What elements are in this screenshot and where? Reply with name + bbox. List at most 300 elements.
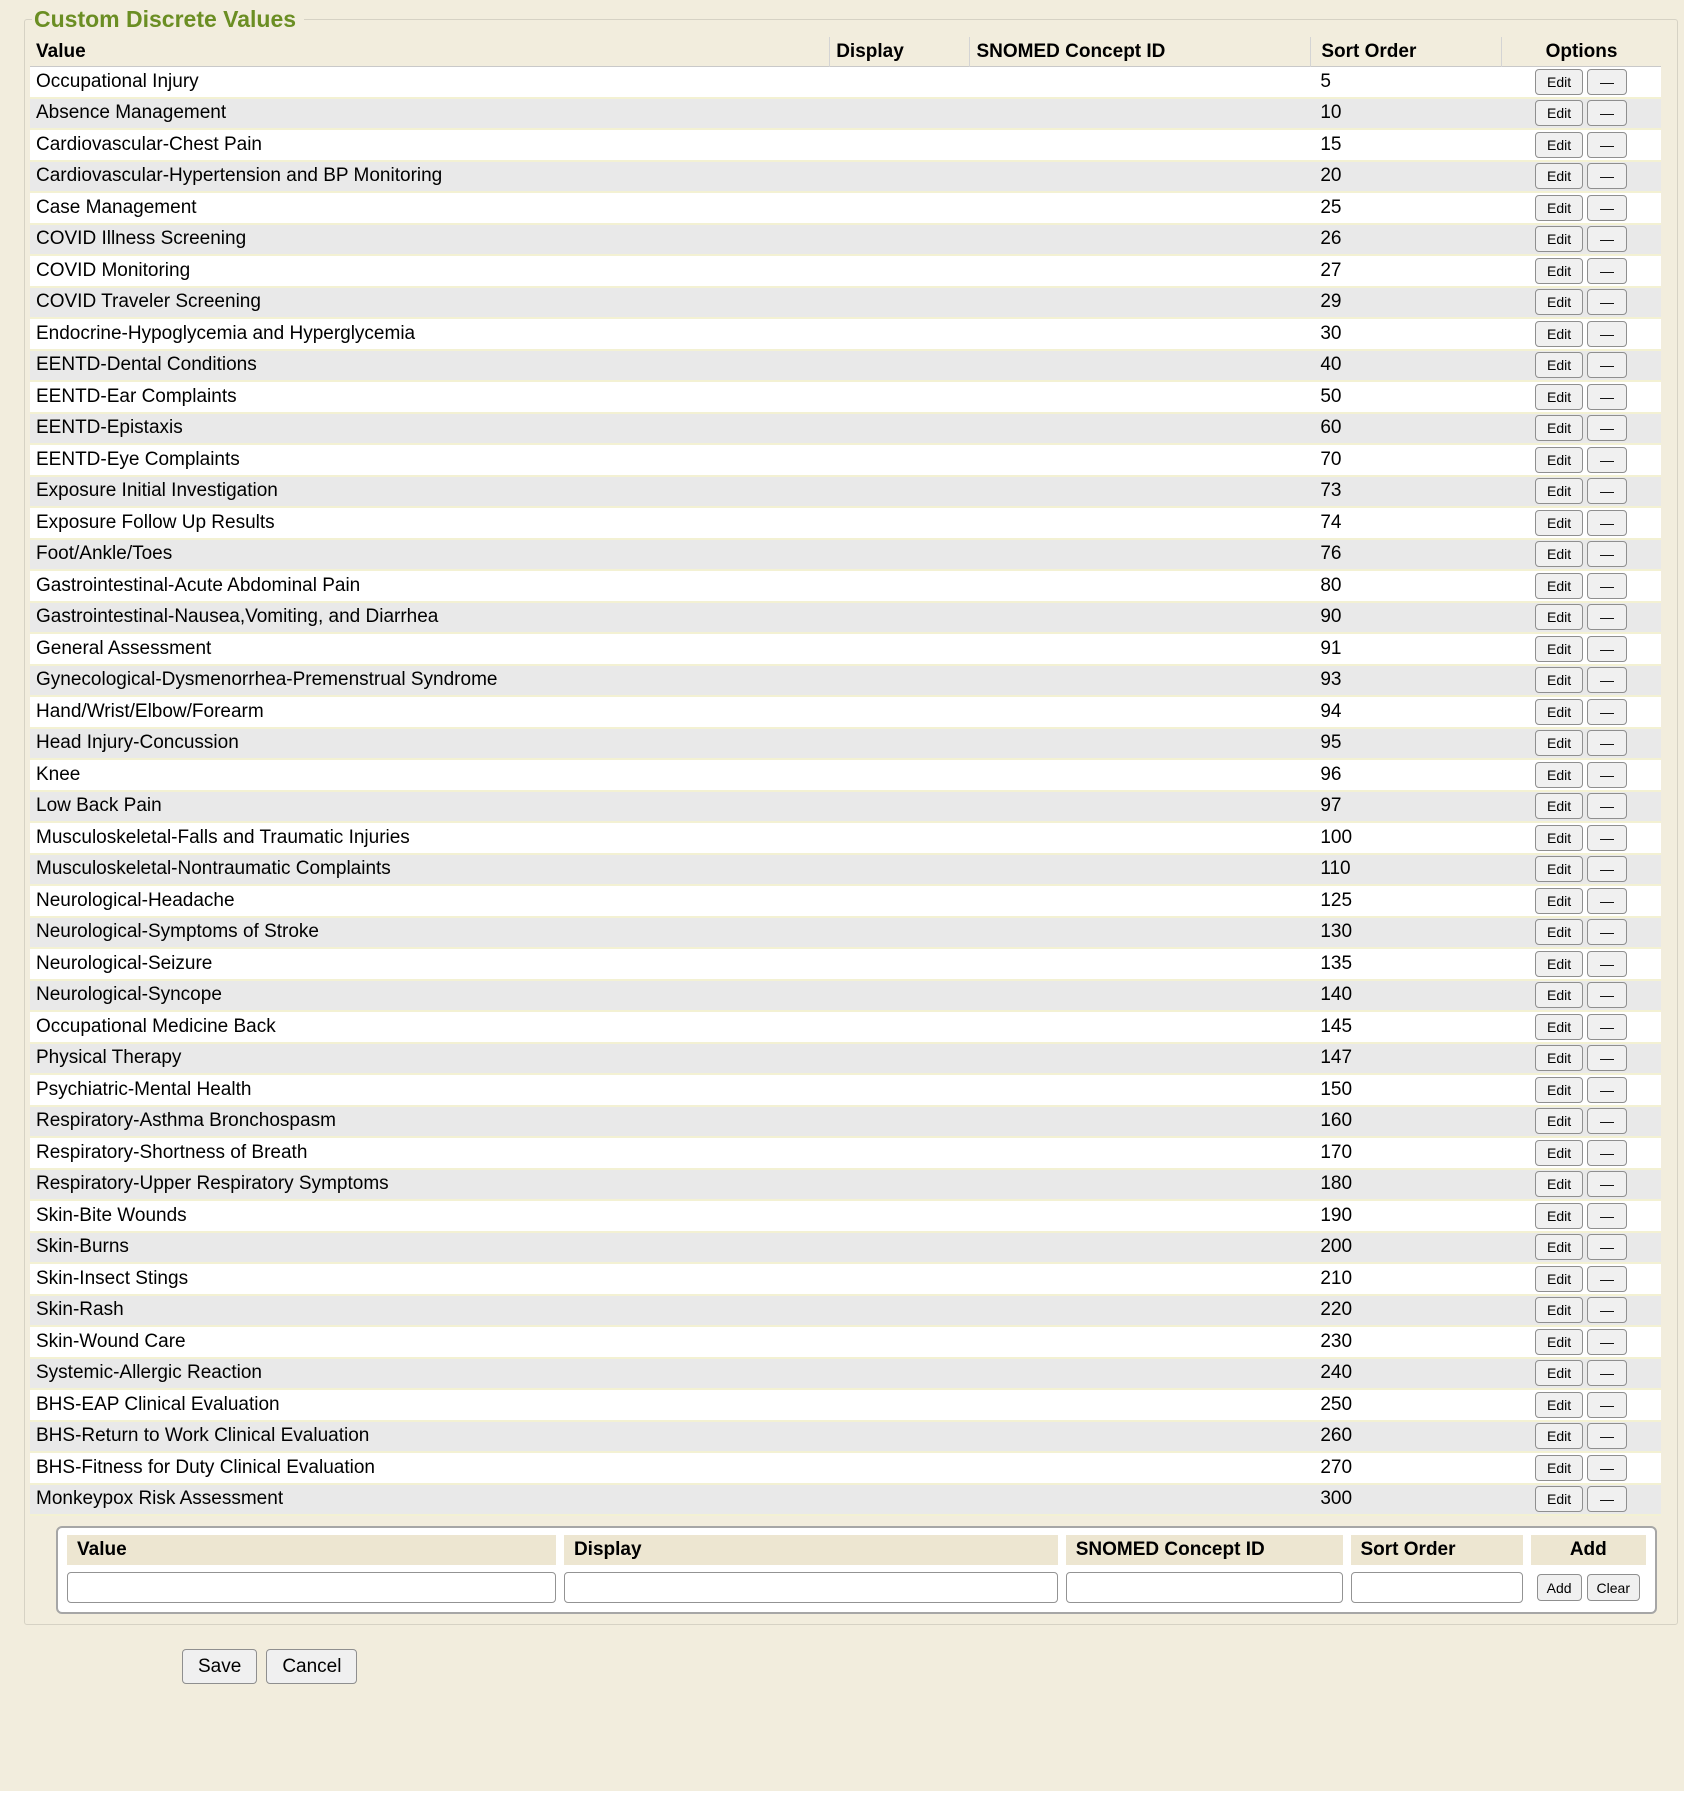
edit-button[interactable]: Edit (1535, 69, 1583, 95)
remove-button[interactable]: — (1587, 1455, 1627, 1481)
remove-button[interactable]: — (1587, 1360, 1627, 1386)
add-column-header-sort-order: Sort Order (1351, 1535, 1523, 1565)
row-options-cell (1501, 667, 1661, 693)
remove-button[interactable]: — (1587, 856, 1627, 882)
row-sort-order: 90 (1320, 606, 1342, 628)
table-row (30, 792, 1661, 824)
table-row (30, 319, 1661, 351)
edit-button[interactable]: Edit (1535, 888, 1583, 914)
row-value: BHS-Return to Work Clinical Evaluation (36, 1425, 370, 1447)
edit-button[interactable]: Edit (1535, 321, 1583, 347)
row-sort-order: 250 (1320, 1393, 1353, 1415)
row-sort-order: 50 (1320, 385, 1342, 407)
row-value: COVID Illness Screening (36, 228, 247, 250)
table-header-row (30, 37, 1661, 67)
row-sort-order: 150 (1320, 1078, 1353, 1100)
edit-button[interactable]: Edit (1535, 1423, 1583, 1449)
table-row (30, 634, 1661, 666)
row-options-cell (1501, 1486, 1661, 1512)
edit-button[interactable]: Edit (1535, 510, 1583, 536)
remove-button[interactable]: — (1587, 1140, 1627, 1166)
remove-button[interactable]: — (1587, 667, 1627, 693)
edit-button[interactable]: Edit (1535, 1203, 1583, 1229)
row-value: Musculoskeletal-Falls and Traumatic Injuries (36, 826, 410, 848)
row-options-cell (1501, 1392, 1661, 1418)
table-row (30, 1233, 1661, 1265)
row-options-cell (1501, 1297, 1661, 1323)
table-row (30, 382, 1661, 414)
add-actions (1531, 1574, 1646, 1601)
table-row (30, 414, 1661, 446)
row-value: Hand/Wrist/Elbow/Forearm (36, 700, 264, 722)
edit-button[interactable]: Edit (1535, 478, 1583, 504)
remove-button[interactable]: — (1587, 163, 1627, 189)
table-row (30, 1390, 1661, 1422)
row-options-cell (1501, 730, 1661, 756)
table-row (30, 1107, 1661, 1139)
edit-button[interactable]: Edit (1535, 793, 1583, 819)
remove-button[interactable]: — (1587, 573, 1627, 599)
row-sort-order: 97 (1320, 795, 1342, 817)
table-row (30, 823, 1661, 855)
row-sort-order: 60 (1320, 417, 1342, 439)
table-row (30, 1138, 1661, 1170)
row-sort-order: 91 (1320, 637, 1342, 659)
table-row (30, 162, 1661, 194)
edit-button[interactable]: Edit (1535, 1014, 1583, 1040)
row-options-cell (1501, 1234, 1661, 1260)
add-column-header-add: Add (1531, 1535, 1646, 1565)
row-sort-order: 96 (1320, 763, 1342, 785)
row-options-cell (1501, 1171, 1661, 1197)
custom-discrete-values-panel (24, 6, 1678, 1625)
edit-button[interactable]: Edit (1535, 951, 1583, 977)
column-header-options: Options (1501, 37, 1661, 67)
row-options-cell (1501, 762, 1661, 788)
remove-button[interactable]: — (1587, 541, 1627, 567)
edit-button[interactable]: Edit (1535, 352, 1583, 378)
table-row (30, 256, 1661, 288)
remove-button[interactable]: — (1587, 1234, 1627, 1260)
add-header-row (67, 1535, 1646, 1565)
row-options-cell (1501, 69, 1661, 95)
edit-button[interactable]: Edit (1535, 100, 1583, 126)
remove-button[interactable]: — (1587, 1486, 1627, 1512)
row-options-cell (1501, 226, 1661, 252)
remove-button[interactable]: — (1587, 1266, 1627, 1292)
remove-button[interactable]: — (1587, 258, 1627, 284)
row-value: Skin-Wound Care (36, 1330, 186, 1352)
table-body (30, 67, 1661, 1516)
row-value: Neurological-Symptoms of Stroke (36, 921, 319, 943)
row-options-cell (1501, 1045, 1661, 1071)
table-row (30, 477, 1661, 509)
row-value: EENTD-Ear Complaints (36, 385, 237, 407)
row-value: Skin-Rash (36, 1299, 124, 1321)
row-value: Psychiatric-Mental Health (36, 1078, 252, 1100)
column-header-value: Value (36, 41, 86, 62)
table-row (30, 1201, 1661, 1233)
save-button[interactable]: Save (182, 1649, 257, 1684)
remove-button[interactable]: — (1587, 1171, 1627, 1197)
remove-button[interactable]: — (1587, 226, 1627, 252)
row-options-cell (1501, 636, 1661, 662)
row-value: Absence Management (36, 102, 227, 124)
row-value: EENTD-Epistaxis (36, 417, 183, 439)
row-value: Respiratory-Upper Respiratory Symptoms (36, 1173, 389, 1195)
row-sort-order: 230 (1320, 1330, 1353, 1352)
edit-button[interactable]: Edit (1535, 604, 1583, 630)
table-row (30, 603, 1661, 635)
row-value: Monkeypox Risk Assessment (36, 1488, 284, 1510)
row-options-cell (1501, 447, 1661, 473)
edit-button[interactable]: Edit (1535, 1108, 1583, 1134)
row-sort-order: 73 (1320, 480, 1342, 502)
remove-button[interactable]: — (1587, 289, 1627, 315)
remove-button[interactable]: — (1587, 352, 1627, 378)
remove-button[interactable]: — (1587, 69, 1627, 95)
row-options-cell (1501, 258, 1661, 284)
row-sort-order: 20 (1320, 165, 1342, 187)
remove-button[interactable]: — (1587, 919, 1627, 945)
edit-button[interactable]: Edit (1535, 226, 1583, 252)
edit-button[interactable]: Edit (1535, 1360, 1583, 1386)
remove-button[interactable]: — (1587, 636, 1627, 662)
row-value: Respiratory-Shortness of Breath (36, 1141, 308, 1163)
table-row (30, 193, 1661, 225)
row-value: Skin-Bite Wounds (36, 1204, 187, 1226)
edit-button[interactable]: Edit (1535, 856, 1583, 882)
table-row (30, 351, 1661, 383)
panel-title: Custom Discrete Values (34, 6, 297, 32)
edit-button[interactable]: Edit (1535, 447, 1583, 473)
edit-button[interactable]: Edit (1535, 132, 1583, 158)
row-value: Head Injury-Concussion (36, 732, 239, 754)
table-row (30, 1453, 1661, 1485)
row-value: General Assessment (36, 637, 212, 659)
table-row (30, 886, 1661, 918)
row-options-cell (1501, 604, 1661, 630)
row-sort-order: 300 (1320, 1488, 1353, 1510)
row-sort-order: 40 (1320, 354, 1342, 376)
table-row (30, 67, 1661, 99)
edit-button[interactable]: Edit (1535, 1234, 1583, 1260)
table-row (30, 1422, 1661, 1454)
table-row (30, 981, 1661, 1013)
add-input-row (67, 1572, 1646, 1603)
row-options-cell (1501, 1014, 1661, 1040)
row-value: COVID Monitoring (36, 259, 191, 281)
row-sort-order: 220 (1320, 1299, 1353, 1321)
row-sort-order: 80 (1320, 574, 1342, 596)
edit-button[interactable]: Edit (1535, 1455, 1583, 1481)
row-options-cell (1501, 415, 1661, 441)
row-value: Occupational Medicine Back (36, 1015, 276, 1037)
row-value: EENTD-Eye Complaints (36, 448, 240, 470)
row-value: Musculoskeletal-Nontraumatic Complaints (36, 858, 391, 880)
remove-button[interactable]: — (1587, 1329, 1627, 1355)
add-value-panel (56, 1526, 1657, 1614)
row-value: Gastrointestinal-Acute Abdominal Pain (36, 574, 361, 596)
row-sort-order: 30 (1320, 322, 1342, 344)
remove-button[interactable]: — (1587, 762, 1627, 788)
edit-button[interactable]: Edit (1535, 730, 1583, 756)
row-sort-order: 160 (1320, 1110, 1353, 1132)
edit-button[interactable]: Edit (1535, 384, 1583, 410)
table-row (30, 540, 1661, 572)
row-sort-order: 10 (1320, 102, 1342, 124)
row-value: BHS-EAP Clinical Evaluation (36, 1393, 280, 1415)
edit-button[interactable]: Edit (1535, 258, 1583, 284)
remove-button[interactable]: — (1587, 478, 1627, 504)
remove-button[interactable]: — (1587, 888, 1627, 914)
edit-button[interactable]: Edit (1535, 982, 1583, 1008)
row-sort-order: 170 (1320, 1141, 1353, 1163)
edit-button[interactable]: Edit (1535, 762, 1583, 788)
row-value: Neurological-Seizure (36, 952, 213, 974)
remove-button[interactable]: — (1587, 825, 1627, 851)
edit-button[interactable]: Edit (1535, 1297, 1583, 1323)
row-options-cell (1501, 1423, 1661, 1449)
row-options-cell (1501, 699, 1661, 725)
edit-button[interactable]: Edit (1535, 699, 1583, 725)
remove-button[interactable]: — (1587, 793, 1627, 819)
row-options-cell (1501, 793, 1661, 819)
row-value: Knee (36, 763, 81, 785)
row-value: Neurological-Syncope (36, 984, 222, 1006)
table-row (30, 571, 1661, 603)
remove-button[interactable]: — (1587, 730, 1627, 756)
row-value: Low Back Pain (36, 795, 162, 817)
column-header-display: Display (829, 37, 969, 67)
row-options-cell (1501, 1203, 1661, 1229)
row-value: Foot/Ankle/Toes (36, 543, 173, 565)
row-sort-order: 125 (1320, 889, 1353, 911)
add-column-header-display: Display (564, 1535, 1058, 1565)
table-row (30, 1264, 1661, 1296)
row-value: Cardiovascular-Hypertension and BP Monitoring (36, 165, 443, 187)
row-sort-order: 27 (1320, 259, 1342, 281)
row-sort-order: 200 (1320, 1236, 1353, 1258)
row-options-cell (1501, 1077, 1661, 1103)
cancel-button[interactable]: Cancel (266, 1649, 357, 1684)
table-row (30, 949, 1661, 981)
edit-button[interactable]: Edit (1535, 825, 1583, 851)
row-options-cell (1501, 163, 1661, 189)
discrete-values-table (30, 37, 1661, 1516)
row-sort-order: 29 (1320, 291, 1342, 313)
table-row (30, 1296, 1661, 1328)
row-options-cell (1501, 951, 1661, 977)
edit-button[interactable]: Edit (1535, 667, 1583, 693)
row-sort-order: 270 (1320, 1456, 1353, 1478)
table-row (30, 508, 1661, 540)
edit-button[interactable]: Edit (1535, 1266, 1583, 1292)
row-sort-order: 70 (1320, 448, 1342, 470)
row-options-cell (1501, 289, 1661, 315)
table-row (30, 918, 1661, 950)
row-options-cell (1501, 510, 1661, 536)
column-header-snomed-concept-id: SNOMED Concept ID (969, 37, 1310, 67)
row-options-cell (1501, 195, 1661, 221)
row-options-cell (1501, 132, 1661, 158)
row-value: Occupational Injury (36, 70, 199, 92)
display-input[interactable] (564, 1572, 1058, 1603)
row-value: Endocrine-Hypoglycemia and Hyperglycemia (36, 322, 416, 344)
row-options-cell (1501, 478, 1661, 504)
edit-button[interactable]: Edit (1535, 636, 1583, 662)
table-row (30, 1485, 1661, 1517)
row-sort-order: 145 (1320, 1015, 1353, 1037)
row-value: Skin-Insect Stings (36, 1267, 189, 1289)
row-sort-order: 190 (1320, 1204, 1353, 1226)
value-input[interactable] (67, 1572, 556, 1603)
table-row (30, 855, 1661, 887)
row-options-cell (1501, 100, 1661, 126)
edit-button[interactable]: Edit (1535, 289, 1583, 315)
row-options-cell (1501, 1329, 1661, 1355)
edit-button[interactable]: Edit (1535, 1486, 1583, 1512)
row-sort-order: 94 (1320, 700, 1342, 722)
edit-button[interactable]: Edit (1535, 1329, 1583, 1355)
remove-button[interactable]: — (1587, 447, 1627, 473)
remove-button[interactable]: — (1587, 1014, 1627, 1040)
table-row (30, 288, 1661, 320)
remove-button[interactable]: — (1587, 321, 1627, 347)
row-sort-order: 260 (1320, 1425, 1353, 1447)
row-options-cell (1501, 384, 1661, 410)
row-sort-order: 240 (1320, 1362, 1353, 1384)
row-options-cell (1501, 919, 1661, 945)
row-value: Gynecological-Dysmenorrhea-Premenstrual Syndrome (36, 669, 498, 691)
row-value: Gastrointestinal-Nausea,Vomiting, and Diarrhea (36, 606, 439, 628)
row-value: Systemic-Allergic Reaction (36, 1362, 262, 1384)
edit-button[interactable]: Edit (1535, 1171, 1583, 1197)
table-row (30, 1327, 1661, 1359)
row-sort-order: 210 (1320, 1267, 1353, 1289)
column-header-sort-order: Sort Order (1310, 37, 1501, 67)
edit-button[interactable]: Edit (1535, 541, 1583, 567)
edit-button[interactable]: Edit (1535, 415, 1583, 441)
row-options-cell (1501, 1266, 1661, 1292)
edit-button[interactable]: Edit (1535, 919, 1583, 945)
table-row (30, 729, 1661, 761)
edit-button[interactable]: Edit (1535, 1140, 1583, 1166)
table-row (30, 445, 1661, 477)
table-row (30, 760, 1661, 792)
row-sort-order: 100 (1320, 826, 1353, 848)
row-options-cell (1501, 321, 1661, 347)
sort-order-input[interactable] (1351, 1572, 1523, 1603)
row-sort-order: 95 (1320, 732, 1342, 754)
table-row (30, 130, 1661, 162)
row-value: Physical Therapy (36, 1047, 182, 1069)
row-value: Case Management (36, 196, 197, 218)
remove-button[interactable]: — (1587, 699, 1627, 725)
remove-button[interactable]: — (1587, 1423, 1627, 1449)
row-options-cell (1501, 825, 1661, 851)
remove-button[interactable]: — (1587, 982, 1627, 1008)
row-options-cell (1501, 1108, 1661, 1134)
remove-button[interactable]: — (1587, 510, 1627, 536)
row-sort-order: 130 (1320, 921, 1353, 943)
table-row (30, 697, 1661, 729)
table-row (30, 99, 1661, 131)
remove-button[interactable]: — (1587, 100, 1627, 126)
row-value: Cardiovascular-Chest Pain (36, 133, 262, 155)
remove-button[interactable]: — (1587, 1203, 1627, 1229)
edit-button[interactable]: Edit (1535, 1392, 1583, 1418)
row-value: Neurological-Headache (36, 889, 235, 911)
edit-button[interactable]: Edit (1535, 1045, 1583, 1071)
row-value: Exposure Follow Up Results (36, 511, 275, 533)
remove-button[interactable]: — (1587, 384, 1627, 410)
add-column-header-snomed-concept-id: SNOMED Concept ID (1066, 1535, 1343, 1565)
remove-button[interactable]: — (1587, 1392, 1627, 1418)
edit-button[interactable]: Edit (1535, 163, 1583, 189)
row-options-cell (1501, 982, 1661, 1008)
remove-button[interactable]: — (1587, 604, 1627, 630)
row-options-cell (1501, 1455, 1661, 1481)
row-sort-order: 147 (1320, 1047, 1353, 1069)
remove-button[interactable]: — (1587, 951, 1627, 977)
table-row (30, 1012, 1661, 1044)
row-sort-order: 76 (1320, 543, 1342, 565)
row-options-cell (1501, 352, 1661, 378)
row-value: EENTD-Dental Conditions (36, 354, 257, 376)
row-sort-order: 110 (1320, 858, 1351, 880)
row-options-cell (1501, 573, 1661, 599)
remove-button[interactable]: — (1587, 415, 1627, 441)
clear-button[interactable]: Clear (1587, 1574, 1640, 1601)
remove-button[interactable]: — (1587, 195, 1627, 221)
row-options-cell (1501, 856, 1661, 882)
table-row (30, 1044, 1661, 1076)
edit-button[interactable]: Edit (1535, 1077, 1583, 1103)
row-sort-order: 74 (1320, 511, 1342, 533)
row-value: BHS-Fitness for Duty Clinical Evaluation (36, 1456, 375, 1478)
row-options-cell (1501, 888, 1661, 914)
table-row (30, 666, 1661, 698)
row-options-cell (1501, 1360, 1661, 1386)
row-options-cell (1501, 541, 1661, 567)
table-row (30, 1359, 1661, 1391)
remove-button[interactable]: — (1587, 132, 1627, 158)
row-sort-order: 25 (1320, 196, 1342, 218)
row-sort-order: 135 (1320, 952, 1353, 974)
row-value: Exposure Initial Investigation (36, 480, 278, 502)
row-value: Skin-Burns (36, 1236, 129, 1258)
row-sort-order: 93 (1320, 669, 1342, 691)
remove-button[interactable]: — (1587, 1045, 1627, 1071)
add-column-header-value: Value (67, 1535, 556, 1565)
row-value: Respiratory-Asthma Bronchospasm (36, 1110, 336, 1132)
edit-button[interactable]: Edit (1535, 573, 1583, 599)
row-options-cell (1501, 1140, 1661, 1166)
add-button[interactable]: Add (1537, 1574, 1582, 1601)
remove-button[interactable]: — (1587, 1297, 1627, 1323)
footer-actions (182, 1649, 1678, 1684)
table-row (30, 225, 1661, 257)
table-row (30, 1075, 1661, 1107)
table-row (30, 1170, 1661, 1202)
row-sort-order: 180 (1320, 1173, 1353, 1195)
remove-button[interactable]: — (1587, 1077, 1627, 1103)
remove-button[interactable]: — (1587, 1108, 1627, 1134)
snomed-concept-id-input[interactable] (1066, 1572, 1343, 1603)
row-value: COVID Traveler Screening (36, 291, 261, 313)
edit-button[interactable]: Edit (1535, 195, 1583, 221)
